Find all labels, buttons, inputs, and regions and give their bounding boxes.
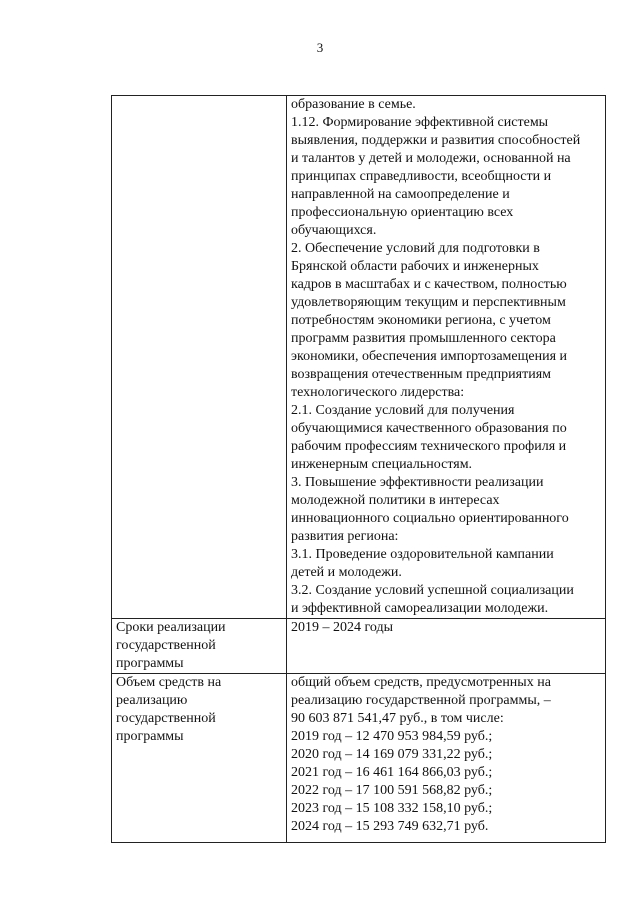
text-line: реализацию	[116, 693, 188, 708]
table-row-period	[112, 619, 606, 674]
text-line: программы	[116, 656, 184, 671]
text-line: 2024 год – 15 293 749 632,71 руб.	[291, 819, 489, 834]
text-line: Объем средств на	[116, 675, 222, 690]
text-line: выявления, поддержки и развития способностей	[291, 133, 581, 148]
text-line: обучающимися качественного образования по	[291, 421, 567, 436]
text-line: удовлетворяющим текущим и перспективным	[291, 295, 566, 310]
text-line: 2023 год – 15 108 332 158,10 руб.;	[291, 801, 493, 816]
text-line: 3.2. Создание условий успешной социализации	[291, 583, 574, 598]
text-line: 2.1. Создание условий для получения	[291, 403, 515, 418]
text-line: программы	[116, 729, 184, 744]
text-line: инженерным специальностям.	[291, 457, 473, 472]
text-line: 2022 год – 17 100 591 568,82 руб.;	[291, 783, 493, 798]
text-line: 2. Обеспечение условий для подготовки в	[291, 241, 540, 256]
label-cell-goals	[112, 96, 287, 619]
table-row-goals	[112, 96, 606, 619]
value-cell-goals	[287, 96, 606, 619]
text-line: детей и молодежи.	[291, 565, 402, 580]
text-line: возвращения отечественным предприятиям	[291, 367, 551, 382]
text-line: потребностям экономики региона, с учетом	[291, 313, 551, 328]
text-line: развития региона:	[291, 529, 399, 544]
text-line: и талантов у детей и молодежи, основанной на	[291, 151, 571, 166]
text-line: и эффективной самореализации молодежи.	[291, 601, 549, 616]
table-row-budget	[112, 674, 606, 843]
text-line: 90 603 871 541,47 руб., в том числе:	[291, 711, 504, 726]
text-line: государственной	[116, 638, 216, 653]
text-line: обучающихся.	[291, 223, 377, 238]
text-line: направленной на самоопределение и	[291, 187, 510, 202]
text-line: 2020 год – 14 169 079 331,22 руб.;	[291, 747, 493, 762]
text-line: профессиональную ориентацию всех	[291, 205, 514, 220]
label-cell-period	[112, 619, 287, 674]
text-line: общий объем средств, предусмотренных на	[291, 675, 551, 690]
text-line: государственной	[116, 711, 216, 726]
text-line: инновационного социально ориентированного	[291, 511, 569, 526]
text-line: 3.1. Проведение оздоровительной кампании	[291, 547, 554, 562]
text-line: рабочим профессиям технического профиля и	[291, 439, 567, 454]
program-passport-table	[111, 95, 606, 843]
value-cell-period	[287, 619, 606, 674]
text-line: 2019 год – 12 470 953 984,59 руб.;	[291, 729, 493, 744]
text-line: Сроки реализации	[116, 620, 226, 635]
text-line: образование в семье.	[291, 97, 416, 112]
text-line: технологического лидерства:	[291, 385, 465, 400]
text-line: реализацию государственной программы, –	[291, 693, 551, 708]
page-number: 3	[316, 40, 324, 55]
text-line: 3. Повышение эффективности реализации	[291, 475, 544, 490]
label-cell-budget	[112, 674, 287, 843]
value-cell-budget	[287, 674, 606, 843]
text-line: 1.12. Формирование эффективной системы	[291, 115, 549, 130]
text-line: 2021 год – 16 461 164 866,03 руб.;	[291, 765, 493, 780]
text-line: Брянской области рабочих и инженерных	[291, 259, 539, 274]
text-line: 2019 – 2024 годы	[291, 620, 394, 635]
text-line: программ развития промышленного сектора	[291, 331, 556, 346]
text-line: кадров в масштабах и с качеством, полностью	[291, 277, 567, 292]
text-line: принципах справедливости, всеобщности и	[291, 169, 552, 184]
text-line: молодежной политики в интересах	[291, 493, 500, 508]
text-line: экономики, обеспечения импортозамещения и	[291, 349, 568, 364]
